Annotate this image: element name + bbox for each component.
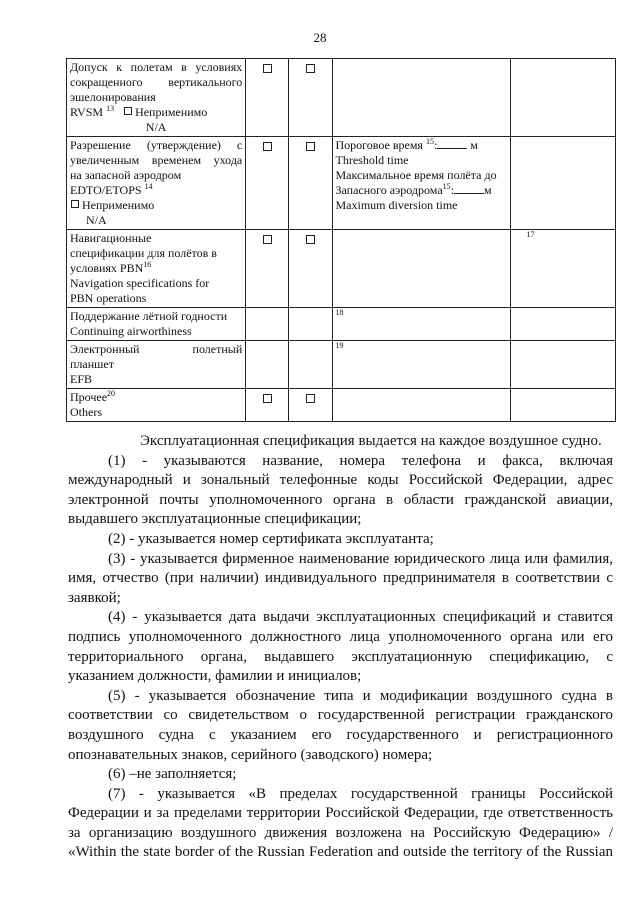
- note-3: (3) - указывается фирменное наименование юридического лица или фамилия, имя, отчество (при наличии) индивидуального предпринимателя в соответствии с заявкой;: [68, 550, 613, 606]
- table-row-pbn: [67, 230, 616, 308]
- row-label-rvsm: Допуск к полетам в условиях сокращенного вертикального эшелонирования RVSM $^{13}$ Неприменимо N/A: [67, 59, 246, 137]
- explanatory-notes: [68, 432, 613, 863]
- row-label-edto: Разрешение (утверждение) с увеличенным временем ухода на запасной аэродром EDTO/ETOPS $^{14}$ Неприменимо N/A: [67, 137, 246, 230]
- no-checkbox[interactable]: [306, 142, 315, 151]
- note-5: (5) - указывается обозначение типа и модификации воздушного судна в соответствии со свидетельством о государственной регистрации гражданского воздушного судна с указанием его государственного и регистрационного опознавательных знаков, серийного (заводского) номера;: [68, 687, 613, 763]
- table-row-airworthiness: [67, 308, 616, 341]
- row-label-pbn: Навигационные спецификации для полётов в условиях PBN$^{16}$ Navigation specifications for PBN operations: [67, 230, 246, 308]
- table-row-edto: [67, 137, 616, 230]
- intro-paragraph: Эксплуатационная спецификация выдается на каждое воздушное судно.: [140, 433, 602, 449]
- note-1: (1) - указываются название, номера телефона и факса, включая международный и зональный телефонные коды Российской Федерации, адрес электронной почты уполномоченного органа в области гражданской авиации, выдавшего эксплуатационные спецификации;: [68, 452, 613, 528]
- no-checkbox[interactable]: [306, 235, 315, 244]
- edto-details: Пороговое время $^{15}$: м Threshold time Максимальное время полёта до Запасного аэродрома$^{15}$: м Maximum diversion time: [332, 137, 511, 230]
- yes-checkbox[interactable]: [263, 142, 272, 151]
- footnote-mark: 19: [335, 341, 344, 350]
- not-applicable-checkbox[interactable]: [71, 200, 79, 208]
- threshold-time-field[interactable]: [437, 138, 467, 149]
- no-checkbox[interactable]: [306, 394, 315, 403]
- table-row-rvsm: [67, 59, 616, 137]
- table-row-others: [67, 389, 616, 422]
- note-7: (7) - указывается «В пределах государственной границы Российской Федерации и за пределами территории Российской Федерации, где ответственность за организацию воздушного движения возложена на Российскую Федерацию» / «Within the state border of the Russian Federation and outside the territory of the Russian: [68, 785, 613, 861]
- not-applicable-checkbox[interactable]: [124, 107, 132, 115]
- note-2: (2) - указывается номер сертификата эксплуатанта;: [108, 530, 434, 547]
- yes-checkbox[interactable]: [263, 64, 272, 73]
- footnote-mark: 18: [335, 308, 344, 317]
- note-4: (4) - указывается дата выдачи эксплуатационных спецификаций и ставится подпись уполномоченного должностного лица уполномоченного органа или его территориального органа, выдавшего эксплуатационную спецификацию, с указанием должности, фамилии и инициалов;: [68, 609, 613, 685]
- max-diversion-field[interactable]: [454, 183, 484, 194]
- no-checkbox[interactable]: [306, 64, 315, 73]
- row-label-others: Прочее$^{20}$ Others: [67, 389, 246, 422]
- note-6: (6) –не заполняется;: [108, 766, 237, 783]
- row-label-airworthiness: Поддержание лётной годности Continuing airworthiness: [67, 308, 246, 341]
- yes-checkbox[interactable]: [263, 394, 272, 403]
- operations-spec-table: [66, 58, 616, 422]
- table-row-efb: [67, 341, 616, 389]
- page-number: 28: [313, 30, 327, 45]
- row-label-efb: Электронный полетный планшет EFB: [67, 341, 246, 389]
- footnote-mark: 17: [526, 230, 535, 239]
- yes-checkbox[interactable]: [263, 235, 272, 244]
